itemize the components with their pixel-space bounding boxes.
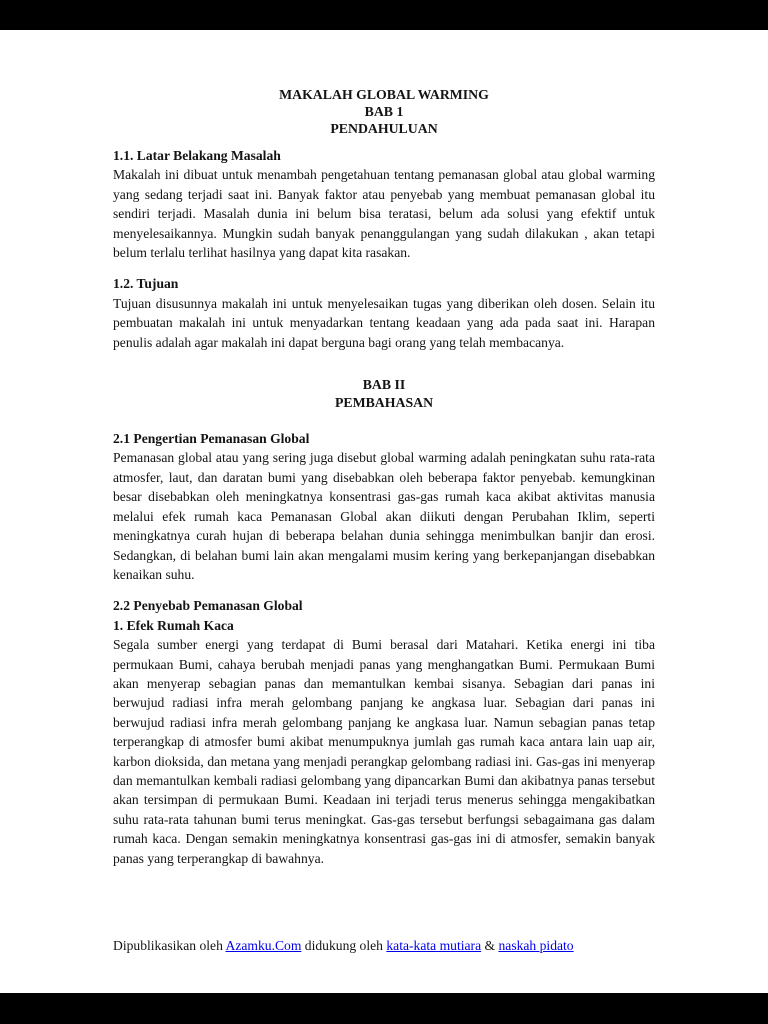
document-title: MAKALAH GLOBAL WARMING [279, 87, 489, 102]
publication-footer [113, 936, 655, 955]
footer-text-middle: didukung oleh [301, 937, 387, 953]
section-2-2-body: Segala sumber energi yang terdapat di Bumi berasal dari Matahari. Ketika energi ini tiba permukaan Bumi, cahaya berubah menjadi panas yang menghangatkan Bumi. Permukaan Bumi akan menyerap sebagian panas dan memantulkan kembai sisanya. Sebagian dari panas ini berwujud radiasi infra merah gelombang panjang ke angkasa luar. Sebagian dari panas ini berwujud radiasi infra merah gelombang panjang ke angkasa luar. Namun sebagian panas tetap terperangkap di atmosfer bumi akibat menumpuknya jumlah gas rumah kaca antara lain uap air, karbon dioksida, dan metana yang menjadi perangkap gelombang radiasi ini. Gas-gas ini menyerap dan memantulkan kembali radiasi gelombang yang dipancarkan Bumi dan akibatnya panas tersebut akan tersimpan di permukaan Bumi. Keadaan ini terjadi terus menerus sehingga mengakibatkan suhu rata-rata tahunan bumi terus meningkat. Gas-gas tersebut berfungsi sebagaimana gas dalam rumah kaca. Dengan semakin meningkatnya konsentrasi gas-gas ini di atmosfer, semakin banyak panas yang terperangkap di bawahnya. [113, 637, 655, 866]
kata-kata-mutiara-link[interactable]: kata-kata mutiara [386, 937, 482, 953]
top-letterbox [0, 0, 768, 30]
section-1-1-body: Makalah ini dibuat untuk menambah pengetahuan tentang pemanasan global atau global warming yang sedang terjadi saat ini. Banyak faktor atau penyebab yang membuat pemanasan global itu sendiri terjadi. Masalah dunia ini belum bisa teratasi, belum ada solusi yang efektif untuk menyelesaikannya. Mungkin sudah banyak penanggulangan yang sudah dilakukan , akan tetapi belum terlalu terlihat hasilnya yang dapat kita rasakan. [113, 167, 655, 261]
section-1-2-heading: 1.2. Tujuan [113, 276, 179, 292]
chapter-2-number: BAB II [362, 377, 406, 393]
section-2-2-heading: 2.2 Penyebab Pemanasan Global [113, 598, 303, 614]
section-1-1-heading: 1.1. Latar Belakang Masalah [113, 148, 281, 163]
chapter-1-title: PENDAHULUAN [330, 121, 438, 136]
naskah-pidato-link[interactable]: naskah pidato [498, 937, 574, 953]
document-page [0, 30, 768, 993]
chapter-2-block [113, 376, 655, 412]
section-1-2-body: Tujuan disusunnya makalah ini untuk menyelesaikan tugas yang diberikan oleh dosen. Selain itu pembuatan makalah ini untuk menyadarkan tentang keadaan yang ada pada saat ini. Harapan penulis adalah agar makalah ini dapat berguna bagi orang yang telah membacanya. [113, 295, 655, 350]
section-2-1-heading: 2.1 Pengertian Pemanasan Global [113, 431, 310, 447]
bottom-letterbox [0, 993, 768, 1024]
page-content [0, 30, 768, 868]
footer-text-prefix: Dipublikasikan oleh [113, 937, 226, 953]
azamku-link[interactable]: Azamku.Com [225, 937, 302, 953]
chapter-2-title: PEMBAHASAN [334, 395, 434, 411]
section-2-2-subheading: 1. Efek Rumah Kaca [113, 617, 234, 633]
footer-text-ampersand: & [481, 937, 499, 953]
chapter-1-number: BAB 1 [364, 104, 404, 119]
section-2-1-body: Pemanasan global atau yang sering juga disebut global warming adalah peningkatan suhu rata-rata atmosfer, laut, dan daratan bumi yang disebabkan oleh beberapa faktor penyebab. kemungkinan besar disebabkan oleh meningkatnya konsentrasi gas-gas rumah kaca akibat aktivitas manusia melalui efek rumah kaca Pemanasan Global akan diikuti dengan Perubahan Iklim, seperti meningkatnya curah hujan di beberapa belahan dunia sehingga menimbulkan banjir dan erosi. Sedangkan, di belahan bumi lain akan mengalami musim kering yang berkepanjangan disebabkan kenaikan suhu. [113, 450, 655, 582]
